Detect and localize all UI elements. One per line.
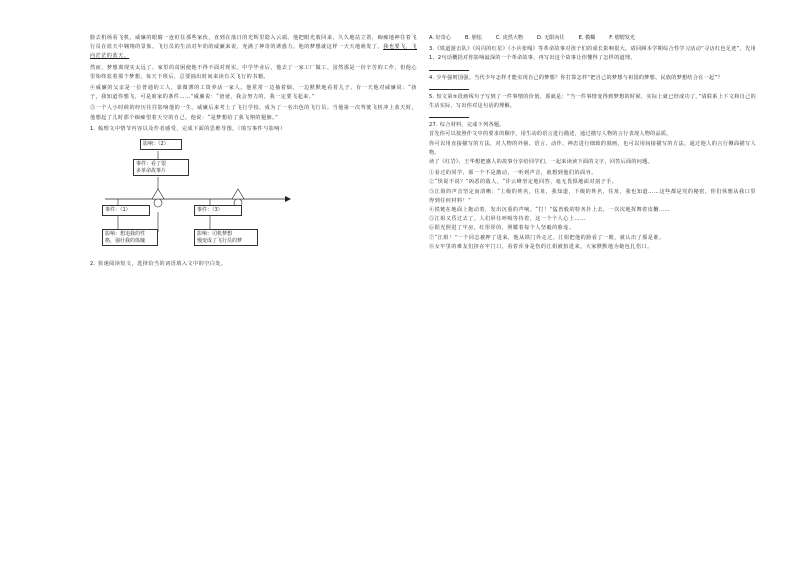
left-event-box: 事件：（1） — [102, 205, 150, 216]
quote-3: ③江姐的声音坚定而清晰：“上级的姓名，住址，我知道，下级的姓名，住址，我也知道……这些都是党的秘密，你们休想从我口里得到任何材料！” — [429, 188, 756, 204]
top-impact-box: 影响：（2） — [140, 139, 182, 150]
right-event-box: 事件：（3） — [194, 205, 242, 216]
option-c: C. 虎然大物 — [495, 35, 524, 41]
option-a: A. 好奇心 — [429, 35, 451, 41]
mind-map-diagram — [100, 137, 300, 257]
quote-7: ⑦“江姐！”一个同志被押了进来，他从铁门外走过。江姐把他的脸看了一眼，就认出了那是谁。 — [429, 234, 665, 241]
right-column — [429, 34, 756, 252]
answer-options — [429, 34, 756, 43]
left-impact-box: 影响：想追我的性 格，强壮我的体魄 — [102, 229, 158, 246]
answer-line-5[interactable] — [429, 111, 469, 118]
quote-6: ⑥阳光照进了牢房，红彤彤的，照耀着每个人坚毅的脸庞。 — [429, 225, 575, 232]
option-f: F. 熠熠发光 — [609, 35, 635, 41]
left-column — [90, 34, 417, 269]
quote-2: ②“快说不说？”凶恶的敌人。“许云峰坚定地回答，毫无畏惧地面对刽子手。 — [429, 179, 618, 186]
paragraph-2: 然而，梦想离现实太远了。家里的贫困使他不得不面对现实。中学毕业后，他去了一家工厂做工。虽然那是一份辛苦的工作，但他心里始终装着那个梦想，每天下班后，总要抽出时间来读有关飞行的书籍。 — [90, 64, 417, 80]
question-5: 5. 短文第⑤段画线句子写到了一件事情的价值，那就是：“当一件事情变得到梦想的时候，实际上就已经成功了。”请联系上下文和自己的生活实际，写出你对这句话的理解。 — [429, 93, 756, 110]
quote-4: ④铁链在地面上拖动着，发出沉重的声响。“打！”猛兽般的特务扑上去，一次次地挥舞着皮鞭…… — [429, 207, 671, 214]
quote-8: ⑧女牢里的难友们挤在牢门口，看着浑身是伤的江姐被抬进来。大家默默地为她包扎伤口。 — [429, 243, 653, 250]
paragraph-4: ⑤一个人小时候的经历往往影响他的一生。威廉后来考上了飞行学校，成为了一名出色的飞行员。当他第一次驾驶飞机冲上蓝天时，他想起了儿时那个痴痴望着天空的自己。他说：“是梦想给了我飞翔的翅膀。” — [90, 105, 417, 121]
quote-5: ⑤江姐又昏过去了。人们屏住呼吸等待着，这一个个人心上…… — [429, 216, 586, 223]
question-27-intro-1: 首先你可以按照作文中的要求的顺序，用生动的语言进行描述，通过描写人物的言行表现人物的品质。 — [429, 131, 672, 138]
right-impact-box: 影响：司机梦想 慢变成了飞行员的梦 — [194, 229, 258, 246]
paragraph-1: 脸去机场看飞机。威廉的眼睛一连盯住那些家伙，直到在落日的光辉里隐入云端。他把眼光收回来，久久地站立着，痴痴地神往着飞行员在蓝天中翱翔的景象。飞行员的生活对年幼的威廉来说，充满了神奇的诱惑力。他的梦想就这样一天天地萌发了。我也要飞，飞向茫茫的蓝天。 — [90, 35, 417, 60]
question-27-intro-3: 读了《红岩》，王华想把感人的故事分享给同学们，一起来读读下面的文字，回答后面的问题。 — [429, 159, 653, 166]
paragraph-3: ④威廉的父亲是一位普通的工人，靠微薄的工资养活一家人。他常常一边抽着烟，一边默默地看着儿子。有一天他对威廉说：“孩子，我知道你想飞，可是咱家的条件……”威廉说：“爸爸，我会努力的，我一定要飞起来。” — [90, 85, 417, 101]
option-d: D. 无限向往 — [537, 35, 565, 41]
option-e: E. 模糊 — [578, 35, 596, 41]
question-4: 4. 少年强则国强。当代少年怎样才能实现自己的梦想？你打算怎样“把自己的梦想与祖国的梦想、民族的梦想结合在一起”？ — [429, 74, 723, 81]
option-b: B. 胆怯 — [464, 35, 482, 41]
question-27-intro-2: 你可以用直接描写的方法，对人物的外貌、语言、动作、神态进行细致的刻画，也可以用间接描写的方法，通过他人的言行侧面描写人物。 — [429, 140, 756, 156]
question-27-title: 27. 综合材料，完成下列各题。 — [429, 122, 505, 129]
question-3: 3.《铁道游击队》《闪闪的红星》《小兵张嘎》等革命故事对孩子们的成长影响很大。请回顾本学期综合性学习活动“寻访红色足迹”，先用1、2句话概括对你影响最深的一个革命故事，再写出这个故事让你懂得了怎样的道理。 — [429, 46, 756, 62]
question-2: 2. 快速阅读短文，选择恰当的词语填入文中的空白处。 — [90, 261, 227, 268]
quote-1: ①看过的同学，那一个不是激动，一听到声音，就想到他们的面容。 — [429, 170, 597, 177]
middle-event-box: 事件：看了很 多革命故事片 — [133, 159, 189, 176]
answer-line-4[interactable] — [429, 83, 469, 90]
question-1: 1. 梳理文中情节内容以及作者感受，完成下面的思维导图。（填写事件与影响） — [90, 125, 286, 132]
answer-line-3[interactable] — [429, 64, 469, 71]
